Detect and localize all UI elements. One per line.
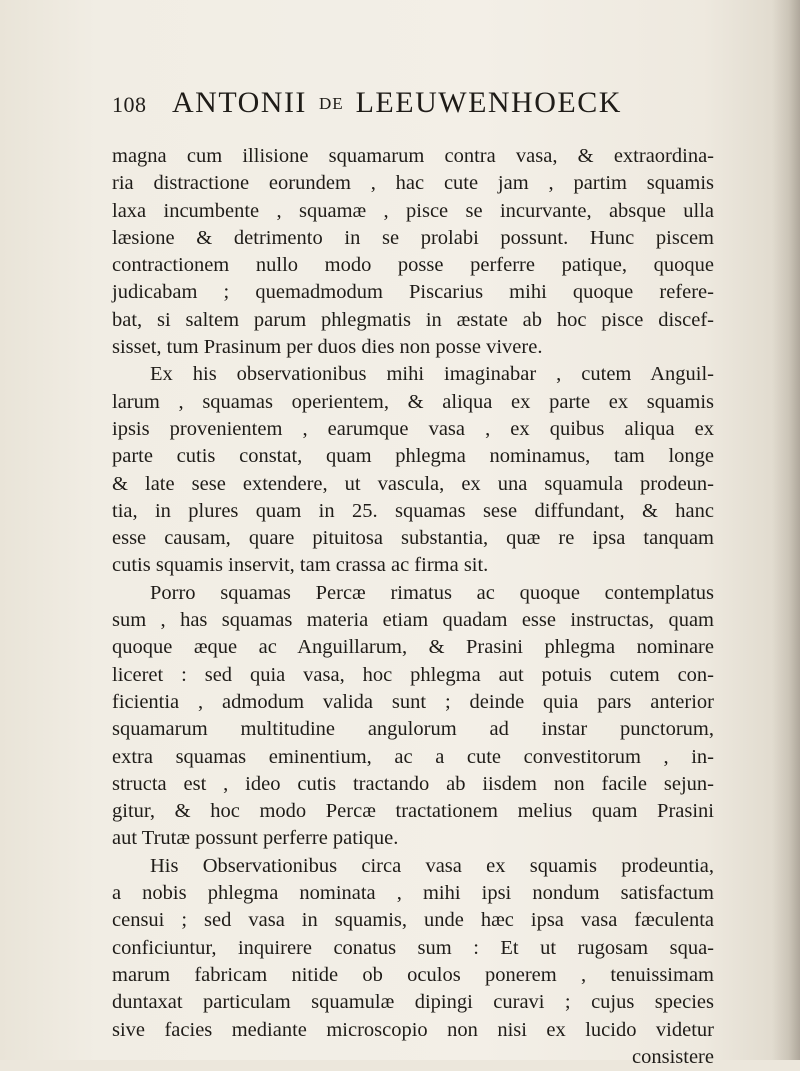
- page-header: [112, 86, 712, 126]
- text-line: sive facies mediante microscopio non nisi ex lucido videtur: [112, 1018, 714, 1041]
- text-line: liceret : sed quia vasa, hoc phlegma aut potuis cutem con-: [112, 663, 714, 686]
- text-line: magna cum illisione squamarum contra vasa, & extraordina-: [112, 145, 714, 167]
- text-line: quoque æque ac Anguillarum, & Prasini phlegma nominare: [112, 636, 714, 659]
- text-line: ficientia , admodum valida sunt ; deinde quia pars anterior: [112, 690, 714, 713]
- text-line: esse causam, quare pituitosa substantia, quæ re ipsa tanquam: [112, 527, 714, 550]
- text-line: judicabam ; quemadmodum Piscarius mihi quoque refere-: [112, 281, 714, 304]
- text-line: larum , squamas operientem, & aliqua ex parte ex squamis: [112, 390, 714, 413]
- text-line: squamarum multitudine angulorum ad instar punctorum,: [112, 718, 714, 741]
- running-title-author: ANTONII: [172, 86, 307, 119]
- text-line: censui ; sed vasa in squamis, unde hæc ipsa vasa fæculenta: [112, 909, 714, 932]
- text-line: marum fabricam nitide ob oculos ponerem , tenuissimam: [112, 963, 714, 986]
- text-line: ria distractione eorundem , hac cute jam , partim squamis: [112, 172, 714, 195]
- running-title: [172, 86, 622, 120]
- text-line: laxa incumbente , squamæ , pisce se incurvante, absque ulla: [112, 199, 714, 222]
- body-text: [112, 143, 714, 1071]
- page-number: 108: [112, 92, 147, 117]
- paragraph-start-line: Porro squamas Percæ rimatus ac quoque contemplatus: [150, 581, 714, 604]
- running-title-connector: DE: [318, 94, 344, 113]
- text-line: structa est , ideo cutis tractando ab iisdem non facile sejun-: [112, 772, 714, 795]
- text-line: contractionem nullo modo posse perferre patique, quoque: [112, 254, 714, 277]
- text-line: tia, in plures quam in 25. squamas sese diffundant, & hanc: [112, 499, 714, 522]
- text-line: parte cutis constat, quam phlegma nominamus, tam longe: [112, 445, 714, 468]
- paragraph-start-line: Ex his observationibus mihi imaginabar , cutem Anguil-: [150, 363, 714, 386]
- catchword: consistere: [632, 1045, 714, 1068]
- paragraph-start-line: His Observationibus circa vasa ex squamis prodeuntia,: [150, 854, 714, 877]
- text-line: sum , has squamas materia etiam quadam esse instructas, quam: [112, 609, 714, 632]
- page-edge-shadow: [772, 0, 800, 1060]
- text-line: aut Trutæ possunt perferre patique.: [112, 827, 399, 850]
- text-line: gitur, & hoc modo Percæ tractationem melius quam Prasini: [112, 800, 714, 823]
- text-line: læsione & detrimento in se prolabi possunt. Hunc piscem: [112, 226, 714, 249]
- text-line: cutis squamis inservit, tam crassa ac firma sit.: [112, 554, 489, 577]
- text-line: a nobis phlegma nominata , mihi ipsi nondum satisfactum: [112, 882, 714, 905]
- text-line: extra squamas eminentium, ac a cute convestitorum , in-: [112, 745, 714, 768]
- text-line: & late sese extendere, ut vascula, ex una squamula prodeun-: [112, 472, 714, 495]
- running-title-surname: LEEUWENHOECK: [355, 86, 622, 119]
- text-line: conficiuntur, inquirere conatus sum : Et ut rugosam squa-: [112, 936, 714, 959]
- text-line: ipsis provenientem , earumque vasa , ex quibus aliqua ex: [112, 417, 714, 440]
- text-line: duntaxat particulam squamulæ dipingi curavi ; cujus species: [112, 991, 714, 1014]
- text-line: bat, si saltem parum phlegmatis in æstate ab hoc pisce discef-: [112, 308, 714, 331]
- text-line: sisset, tum Prasinum per duos dies non posse vivere.: [112, 336, 543, 359]
